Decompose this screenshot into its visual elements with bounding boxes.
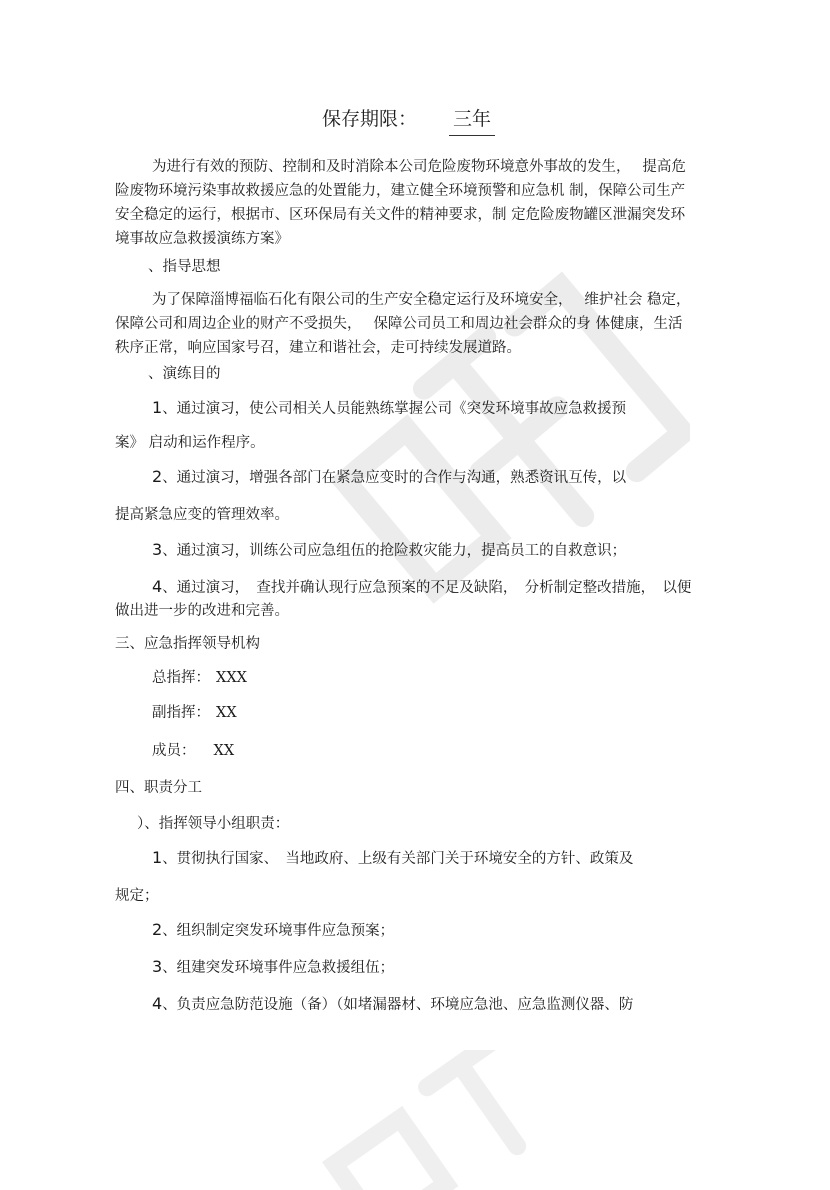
retention-value: 三年 bbox=[449, 106, 495, 136]
intro-line-4: 境事故应急救援演练方案》 bbox=[115, 231, 289, 247]
item-number: 1 bbox=[152, 848, 163, 867]
section-heading-responsibilities: 四、职责分工 bbox=[115, 780, 202, 796]
members-value: XX bbox=[213, 743, 235, 759]
item-text: 、负责应急防范设施（备）（如堵漏器材、环境应急池、应急监测仪器、防 bbox=[162, 997, 634, 1013]
item-text: 、通过演习， 查找并确认现行应急预案的不足及缺陷， 分析制定整改措施， 以便 bbox=[162, 580, 692, 596]
subsection-heading-leadership: ）、指挥领导小组职责： bbox=[137, 816, 290, 832]
item-text: 、通过演习，训练公司应急组伍的抢险救灾能力，提高员工的自救意识； bbox=[162, 543, 627, 559]
section4-item-3 bbox=[152, 957, 394, 978]
members-label: 成员： bbox=[152, 743, 196, 759]
section-heading-drill-purpose: 、演练目的 bbox=[148, 366, 221, 382]
item-text: 、组织制定突发环境事件应急预案； bbox=[162, 923, 395, 939]
members-row bbox=[152, 741, 234, 761]
item-text: 、贯彻执行国家、 当地政府、上级有关部门关于环境安全的方针、政策及 bbox=[162, 851, 634, 867]
retention-label: 保存期限： bbox=[322, 108, 418, 130]
item-number: 2 bbox=[152, 467, 163, 486]
section2-item-4-cont: 做出进一步的改进和完善。 bbox=[115, 603, 289, 619]
item-number: 2 bbox=[152, 920, 163, 939]
section2-item-2 bbox=[152, 467, 626, 488]
chief-commander-row bbox=[152, 668, 247, 688]
item-number: 4 bbox=[152, 994, 163, 1013]
chief-commander-label: 总指挥： bbox=[152, 670, 210, 686]
section2-item-2-cont: 提高紧急应变的管理效率。 bbox=[115, 507, 289, 523]
section2-item-1 bbox=[152, 398, 626, 419]
section2-item-1-cont: 案》 启动和运作程序。 bbox=[115, 435, 265, 451]
section-heading-guiding-thought: 、指导思想 bbox=[148, 259, 221, 275]
watermark-graphic bbox=[330, 250, 690, 670]
intro-line-3: 安全稳定的运行，根据市、区环保局有关文件的精神要求，制 定危险废物罐区泄漏突发环 bbox=[115, 207, 686, 223]
section-heading-command-structure: 三、应急指挥领导机构 bbox=[115, 636, 260, 652]
deputy-commander-row bbox=[152, 703, 237, 723]
section1-line-1: 为了保障淄博福临石化有限公司的生产安全稳定运行及环境安全， 维护社会 稳定， bbox=[152, 292, 691, 308]
deputy-commander-value: XX bbox=[216, 705, 237, 721]
item-number: 4 bbox=[152, 577, 163, 596]
intro-line-2: 险废物环境污染事故救援应急的处置能力，建立健全环境预警和应急机 制，保障公司生产 bbox=[115, 183, 686, 199]
section1-line-3: 秩序正常，响应国家号召，建立和谐社会，走可持续发展道路。 bbox=[115, 340, 521, 356]
item-text: 、通过演习，增强各部门在紧急应变时的合作与沟通，熟悉资讯互传，以 bbox=[162, 470, 627, 486]
chief-commander-value: XXX bbox=[216, 670, 247, 686]
section4-item-2 bbox=[152, 920, 394, 941]
section2-item-4 bbox=[152, 577, 691, 598]
section1-line-2: 保障公司和周边企业的财产不受损失， 保障公司员工和周边社会群众的身 体健康，生活 bbox=[115, 316, 683, 332]
section2-item-3 bbox=[152, 540, 626, 561]
intro-line-1: 为进行有效的预防、控制和及时消除本公司危险废物环境意外事故的发生， 提高危 bbox=[152, 159, 686, 175]
section4-item-1 bbox=[152, 848, 633, 869]
deputy-commander-label: 副指挥： bbox=[152, 705, 210, 721]
item-number: 1 bbox=[152, 398, 163, 417]
item-text: 、通过演习，使公司相关人员能熟练掌握公司《突发环境事故应急救援预 bbox=[162, 401, 627, 417]
watermark-graphic-bottom bbox=[300, 1050, 600, 1190]
item-number: 3 bbox=[152, 540, 163, 559]
section4-item-1-cont: 规定； bbox=[115, 888, 159, 904]
item-text: 、组建突发环境事件应急救援组伍； bbox=[162, 960, 395, 976]
document-title bbox=[322, 106, 495, 136]
item-number: 3 bbox=[152, 957, 163, 976]
section4-item-4 bbox=[152, 994, 633, 1015]
